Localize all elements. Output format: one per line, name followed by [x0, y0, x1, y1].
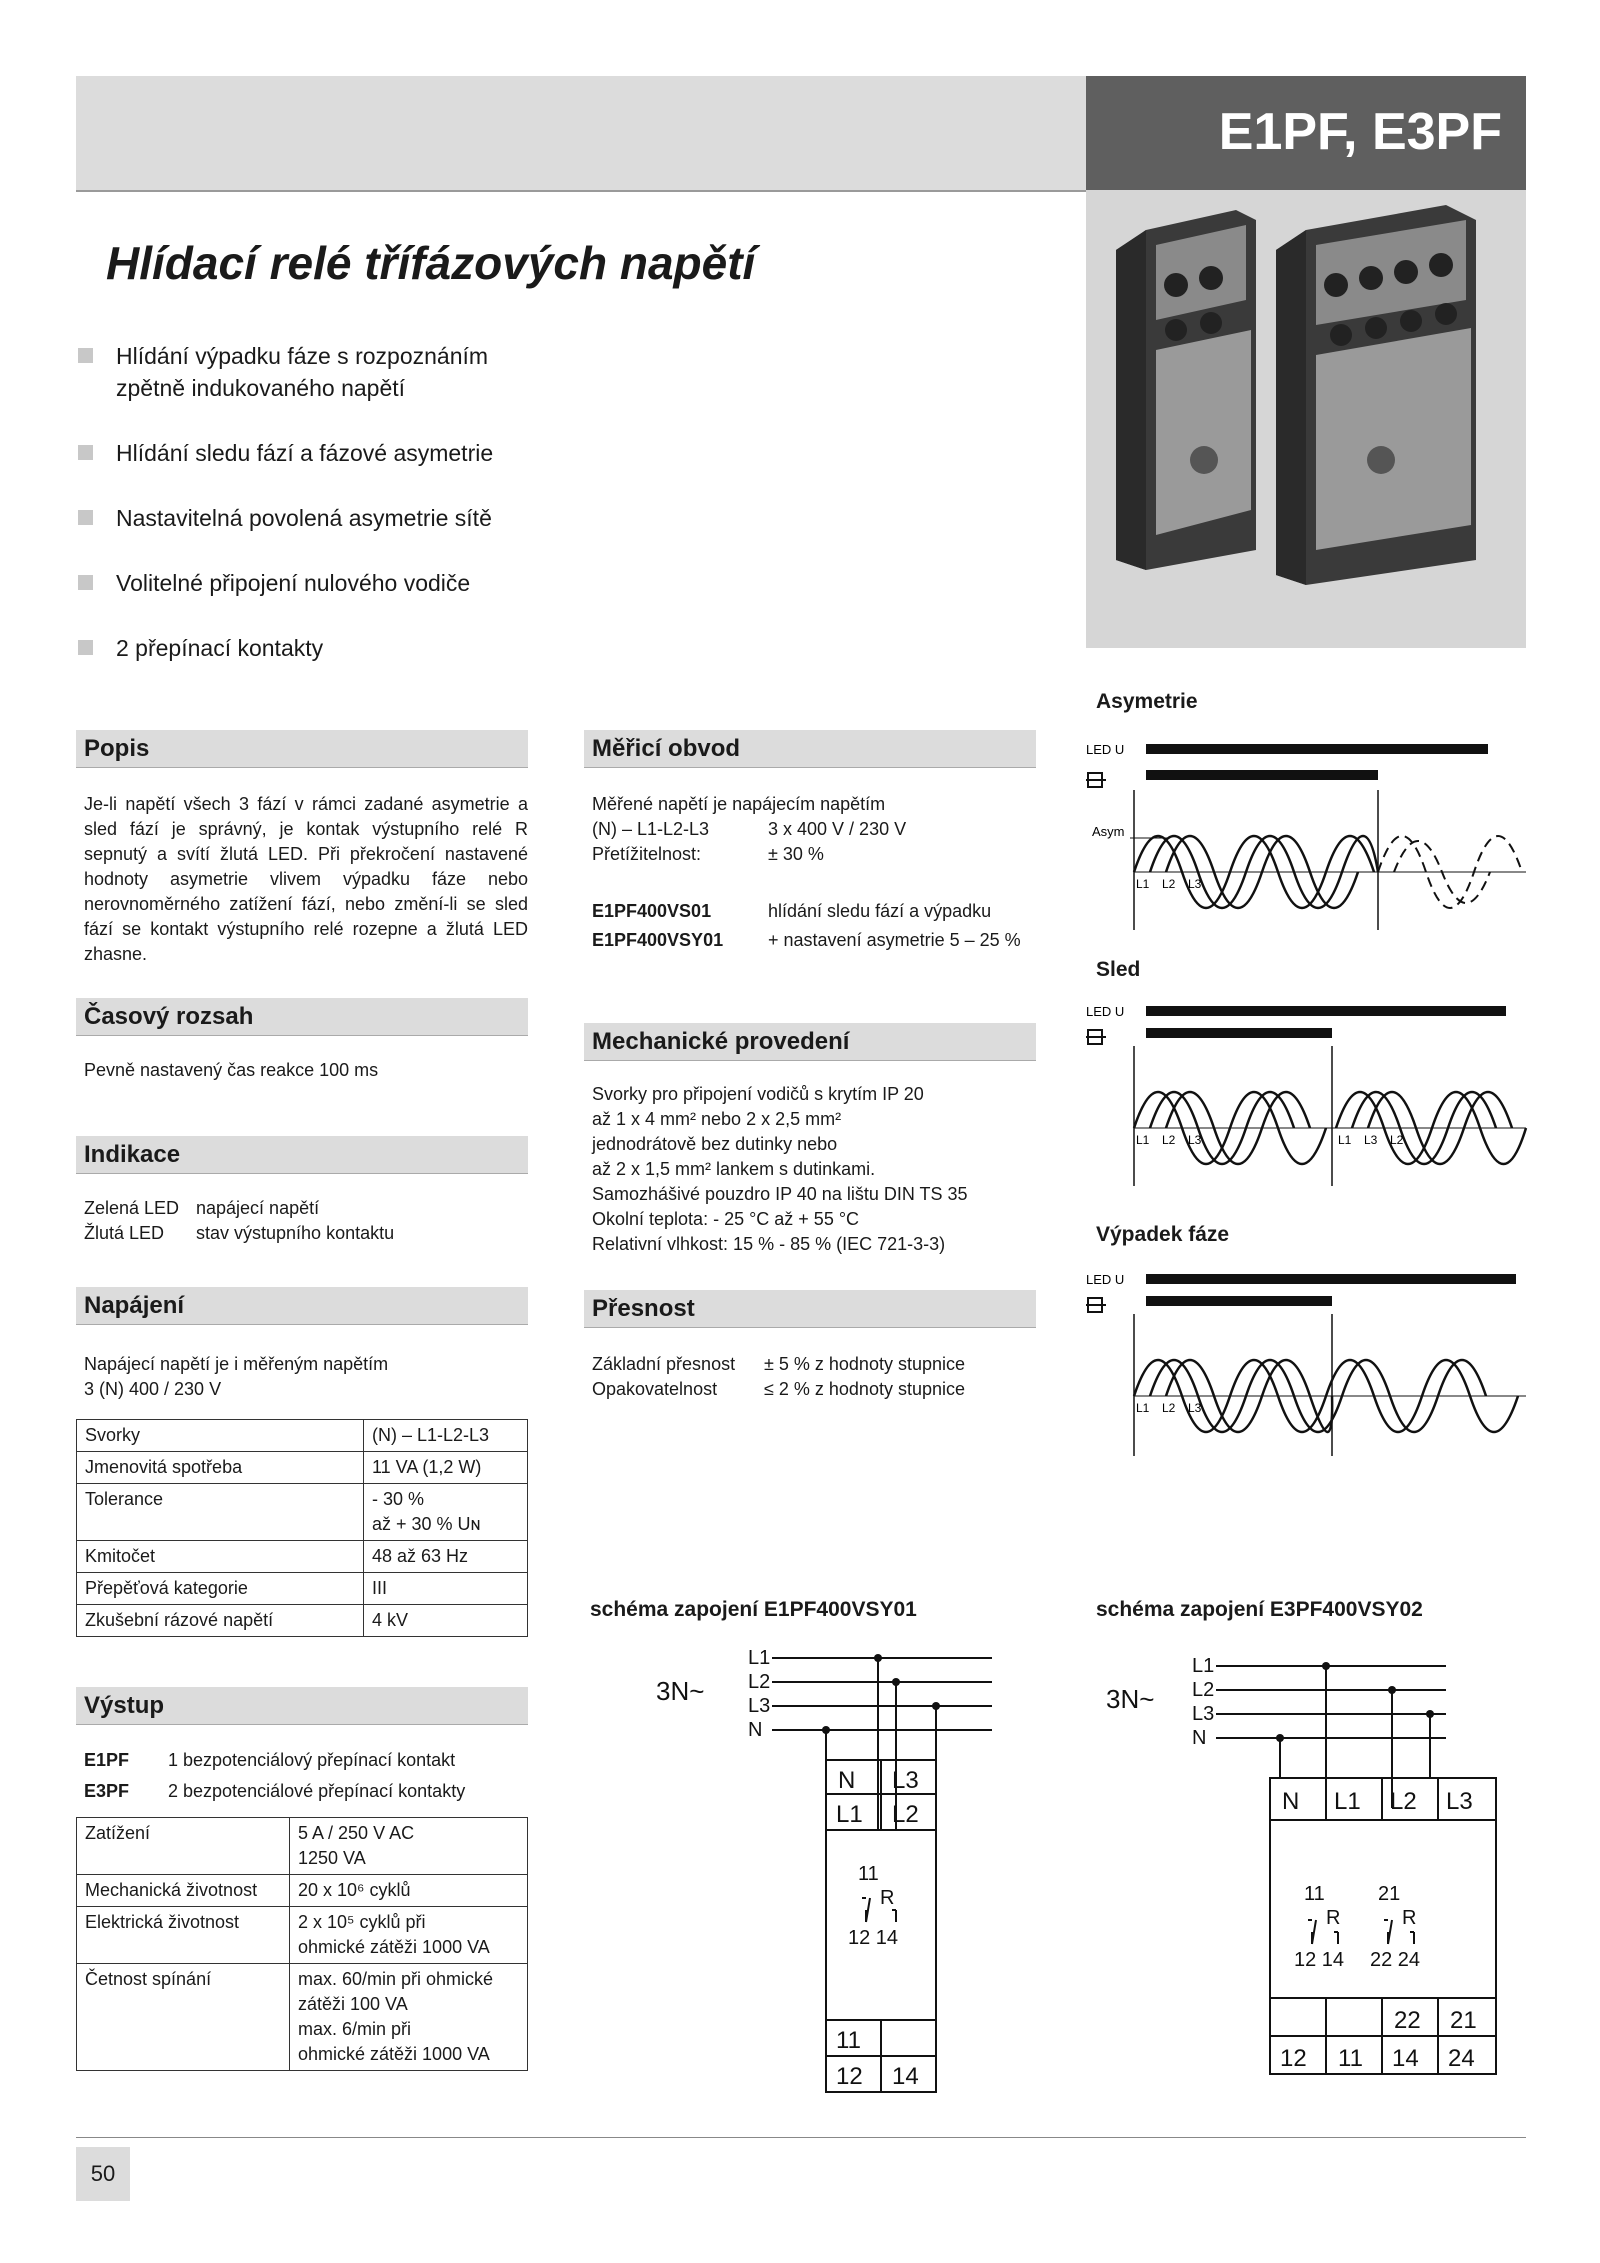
- merici-line: Měřené napětí je napájecím napětím: [592, 794, 886, 814]
- phase-label-l1: L1: [1136, 1133, 1150, 1147]
- phase-label-l1: L1: [1338, 1133, 1352, 1147]
- merici-value: ± 30 %: [768, 844, 824, 864]
- mechanicke-line: jednodrátově bez dutinky nebo: [592, 1134, 838, 1154]
- feature-text: Nastavitelná povolená asymetrie sítě: [116, 505, 492, 531]
- spec-value-line: až + 30 % Uɴ: [372, 1514, 481, 1534]
- spec-key: Kmitočet: [77, 1541, 364, 1573]
- line-label-l2: L2: [1192, 1679, 1215, 1701]
- section-heading-merici-obvod: Měřicí obvod: [584, 730, 1036, 768]
- terminal-11: 11: [1338, 2045, 1363, 2072]
- header-rule: [76, 190, 1086, 192]
- contact-label-12-14: 12 14: [848, 1927, 899, 1949]
- napajeni-table: [76, 1419, 528, 1637]
- phase-label-l3: L3: [1364, 1133, 1378, 1147]
- header-bar: [76, 76, 1086, 190]
- terminal-21: 21: [1450, 2007, 1477, 2034]
- net-label: 3N~: [1106, 1684, 1155, 1714]
- contact-label-22-24: 22 24: [1370, 1949, 1421, 1971]
- spec-value-line: - 30 %: [372, 1489, 425, 1509]
- sled-timing-diagram: [1086, 996, 1536, 1196]
- mechanicke-line: Relativní vlhkost: 15 % - 85 % (IEC 721-3-3): [592, 1234, 946, 1254]
- led-value: napájecí napětí: [196, 1198, 320, 1218]
- mechanicke-line: až 2 x 1,5 mm² lankem s dutinkami.: [592, 1159, 876, 1179]
- popis-text: Je-li napětí všech 3 fází v rámci zadané asymetrie a sled fází je správný, je kontak výstupního relé R sepnutý a svítí žlutá LED. Při překročení nastavené hodnoty asymetrie vlivem výpadku fáze nebo nerovnoměrného zatížení fází, nebo změní-li se sled fází se kontakt výstupního relé rozepne a žlutá LED zhasne.: [84, 794, 528, 964]
- phase-label-l2: L2: [1390, 1133, 1404, 1147]
- bullet-square-icon: [78, 640, 93, 655]
- table-row: [77, 1484, 528, 1541]
- spec-value-line: max. 6/min při: [298, 2019, 412, 2039]
- terminal-l3: L3: [892, 1767, 919, 1794]
- led-value: stav výstupního kontaktu: [196, 1223, 395, 1243]
- led-u-bar: [1146, 1274, 1516, 1284]
- relay-contact-icon: [1086, 1298, 1106, 1312]
- terminal-l1: L1: [1334, 1788, 1361, 1815]
- relay-device-icon: [1116, 210, 1256, 570]
- table-row: [77, 1818, 528, 1875]
- phase-label-l3: L3: [1188, 1401, 1202, 1415]
- table-row: [77, 1541, 528, 1573]
- mechanicke-line: až 1 x 4 mm² nebo 2 x 2,5 mm²: [592, 1109, 842, 1129]
- mechanicke-line: Svorky pro připojení vodičů s krytím IP 20: [592, 1084, 924, 1104]
- section-heading-vystup: Výstup: [76, 1687, 528, 1725]
- model-desc: hlídání sledu fází a výpadku: [768, 901, 992, 921]
- spec-value: [290, 1875, 528, 1907]
- spec-value-line: 5 A / 250 V AC: [298, 1823, 415, 1843]
- terminal-n: N: [1282, 1788, 1300, 1815]
- product-photo: [1086, 190, 1526, 648]
- line-label-l2: L2: [748, 1671, 771, 1693]
- spec-value: [364, 1484, 528, 1541]
- spec-value-line: 1250 VA: [298, 1848, 366, 1868]
- spec-value-line: ohmické zátěži 1000 VA: [298, 1937, 490, 1957]
- terminal-12: 12: [1280, 2045, 1307, 2072]
- phase-label-l1: L1: [1136, 1401, 1150, 1415]
- diagram-title-sled: Sled: [1096, 958, 1141, 981]
- terminal-l2: L2: [892, 1801, 919, 1828]
- relay-label: R: [1402, 1907, 1417, 1929]
- presnost-key: Opakovatelnost: [592, 1379, 718, 1399]
- feature-item: [78, 567, 638, 599]
- vystup-variants: [84, 1748, 528, 1804]
- feature-text: Volitelné připojení nulového vodiče: [116, 570, 471, 596]
- phase-label-l3: L3: [1188, 1133, 1202, 1147]
- schema1-title: schéma zapojení E1PF400VSY01: [590, 1598, 917, 1621]
- table-row: [77, 1605, 528, 1637]
- line-label-l3: L3: [748, 1695, 771, 1717]
- spec-key: Zkušební rázové napětí: [77, 1605, 364, 1637]
- presnost-value: ± 5 % z hodnoty stupnice: [764, 1354, 965, 1374]
- phase-label-l2: L2: [1162, 877, 1176, 891]
- terminal-14: 14: [892, 2063, 919, 2090]
- spec-key: Elektrická životnost: [77, 1907, 290, 1964]
- terminal-n: N: [838, 1767, 856, 1794]
- terminal-l3: L3: [1446, 1788, 1473, 1815]
- merici-key: (N) – L1-L2-L3: [592, 819, 710, 839]
- bullet-square-icon: [78, 510, 93, 525]
- napajeni-intro-line: Napájecí napětí je i měřeným napětím: [84, 1354, 389, 1374]
- spec-value: [290, 1818, 528, 1875]
- relay-device-3phase-icon: [1276, 205, 1476, 585]
- spec-value: III: [364, 1573, 528, 1605]
- line-label-l3: L3: [1192, 1703, 1215, 1725]
- line-label-l1: L1: [1192, 1655, 1215, 1677]
- spec-key: Přepěťová kategorie: [77, 1573, 364, 1605]
- contact-label-21: 21: [1378, 1883, 1401, 1905]
- spec-key: Četnost spínání: [77, 1964, 290, 2071]
- mechanicke-text: [592, 1082, 1036, 1257]
- variant-desc: 2 bezpotenciálové přepínací kontakty: [168, 1781, 466, 1801]
- terminal-11: 11: [836, 2027, 861, 2054]
- table-row: [77, 1452, 528, 1484]
- section-heading-popis: Popis: [76, 730, 528, 768]
- section-heading-casovy-rozsah: Časový rozsah: [76, 998, 528, 1036]
- vystup-table: [76, 1817, 528, 2071]
- presnost-key: Základní přesnost: [592, 1354, 736, 1374]
- presnost-value: ≤ 2 % z hodnoty stupnice: [764, 1379, 965, 1399]
- spec-value: 11 VA (1,2 W): [364, 1452, 528, 1484]
- diagram-title-vypadek: Výpadek fáze: [1096, 1223, 1230, 1246]
- mechanicke-line: Okolní teplota: - 25 °C až + 55 °C: [592, 1209, 860, 1229]
- terminal-14: 14: [1392, 2045, 1419, 2072]
- relay-bar: [1146, 1028, 1332, 1038]
- section-heading-mechanicke: Mechanické provedení: [584, 1023, 1036, 1061]
- spec-value-line: max. 60/min při ohmické: [298, 1969, 494, 1989]
- terminal-l1: L1: [836, 1801, 863, 1828]
- napajeni-intro: [84, 1352, 528, 1402]
- bullet-square-icon: [78, 575, 93, 590]
- merici-content: [592, 792, 1036, 953]
- spec-key: Tolerance: [77, 1484, 364, 1541]
- feature-text: Hlídání výpadku fáze s rozpoznáním zpětně indukovaného napětí: [116, 343, 489, 401]
- spec-key: Svorky: [77, 1420, 364, 1452]
- spec-value: [290, 1907, 528, 1964]
- phase-label-l2: L2: [1162, 1133, 1176, 1147]
- vypadek-timing-diagram: [1086, 1264, 1536, 1464]
- relay-contact-icon: [1086, 1030, 1106, 1044]
- table-row: [77, 1875, 528, 1907]
- bullet-square-icon: [78, 445, 93, 460]
- wiring-diagram-e1pf: [640, 1640, 1010, 2100]
- spec-value: 48 až 63 Hz: [364, 1541, 528, 1573]
- led-u-label: LED U: [1086, 1004, 1125, 1019]
- spec-key: Jmenovitá spotřeba: [77, 1452, 364, 1484]
- relay-label: R: [880, 1887, 895, 1909]
- spec-key: Mechanická životnost: [77, 1875, 290, 1907]
- variant-code: E1PF: [84, 1750, 130, 1770]
- footer-rule: [76, 2137, 1526, 2138]
- line-label-n: N: [1192, 1727, 1207, 1749]
- feature-text: 2 přepínací kontakty: [116, 635, 324, 661]
- casovy-text: Pevně nastavený čas reakce 100 ms: [84, 1060, 379, 1080]
- terminal-24: 24: [1448, 2045, 1475, 2072]
- relay-bar: [1146, 770, 1378, 780]
- relay-contact-icon: [1086, 773, 1106, 787]
- page-title: Hlídací relé třífázových napětí: [106, 237, 756, 289]
- napajeni-intro-line: 3 (N) 400 / 230 V: [84, 1379, 222, 1399]
- model-desc: + nastavení asymetrie 5 – 25 %: [768, 930, 1021, 950]
- presnost-list: [592, 1352, 1036, 1402]
- spec-value: [290, 1964, 528, 2071]
- feature-item: [78, 340, 638, 404]
- model-code: E1PF400VSY01: [592, 930, 724, 950]
- asym-label: Asym: [1092, 824, 1125, 839]
- led-u-label: LED U: [1086, 1272, 1125, 1287]
- spec-value-line: ohmické zátěži 1000 VA: [298, 2044, 490, 2064]
- section-heading-napajeni: Napájení: [76, 1287, 528, 1325]
- relay-bar: [1146, 1296, 1332, 1306]
- table-row: [77, 1907, 528, 1964]
- line-label-l1: L1: [748, 1647, 771, 1669]
- spec-value-line: zátěži 100 VA: [298, 1994, 408, 2014]
- diagram-title-asymetrie: Asymetrie: [1096, 690, 1198, 713]
- phase-label-l3: L3: [1188, 877, 1202, 891]
- terminal-l2: L2: [1390, 1788, 1417, 1815]
- feature-text: Hlídání sledu fází a fázové asymetrie: [116, 440, 494, 466]
- mechanicke-line: Samozhášivé pouzdro IP 40 na lištu DIN TS 35: [592, 1184, 968, 1204]
- page-number: 50: [76, 2147, 130, 2201]
- spec-value-line: 2 x 10⁵ cyklů při: [298, 1912, 426, 1932]
- variant-desc: 1 bezpotenciálový přepínací kontakt: [168, 1750, 456, 1770]
- bullet-square-icon: [78, 348, 93, 363]
- table-row: [77, 1964, 528, 2071]
- contact-label-11: 11: [858, 1863, 879, 1885]
- feature-item: [78, 437, 638, 469]
- spec-key: Zatížení: [77, 1818, 290, 1875]
- model-code: E1PF400VS01: [592, 901, 712, 921]
- phase-label-l2: L2: [1162, 1401, 1176, 1415]
- spec-value: (N) – L1-L2-L3: [364, 1420, 528, 1452]
- merici-value: 3 x 400 V / 230 V: [768, 819, 907, 839]
- spec-value: 4 kV: [364, 1605, 528, 1637]
- led-u-bar: [1146, 744, 1488, 754]
- terminal-12: 12: [836, 2063, 863, 2090]
- contact-label-11: 11: [1304, 1883, 1325, 1905]
- feature-item: [78, 632, 638, 664]
- led-label: Zelená LED: [84, 1198, 180, 1218]
- indikace-list: [84, 1196, 528, 1246]
- table-row: [77, 1420, 528, 1452]
- spec-value-line: 20 x 10⁶ cyklů: [298, 1880, 411, 1900]
- product-code-badge: E1PF, E3PF: [1086, 76, 1526, 190]
- asymetrie-timing-diagram: [1086, 730, 1536, 940]
- table-row: [77, 1573, 528, 1605]
- merici-key: Přetížitelnost:: [592, 844, 702, 864]
- contact-label-12-14: 12 14: [1294, 1949, 1345, 1971]
- led-u-label: LED U: [1086, 742, 1125, 757]
- led-label: Žlutá LED: [84, 1223, 165, 1243]
- terminal-22: 22: [1394, 2007, 1421, 2034]
- section-heading-indikace: Indikace: [76, 1136, 528, 1174]
- line-label-n: N: [748, 1719, 763, 1741]
- relay-label: R: [1326, 1907, 1341, 1929]
- feature-item: [78, 502, 638, 534]
- variant-code: E3PF: [84, 1781, 130, 1801]
- net-label: 3N~: [656, 1676, 705, 1706]
- schema2-title: schéma zapojení E3PF400VSY02: [1096, 1598, 1423, 1621]
- wiring-diagram-e3pf: [1094, 1648, 1534, 2108]
- led-u-bar: [1146, 1006, 1506, 1016]
- section-heading-presnost: Přesnost: [584, 1290, 1036, 1328]
- phase-label-l1: L1: [1136, 877, 1150, 891]
